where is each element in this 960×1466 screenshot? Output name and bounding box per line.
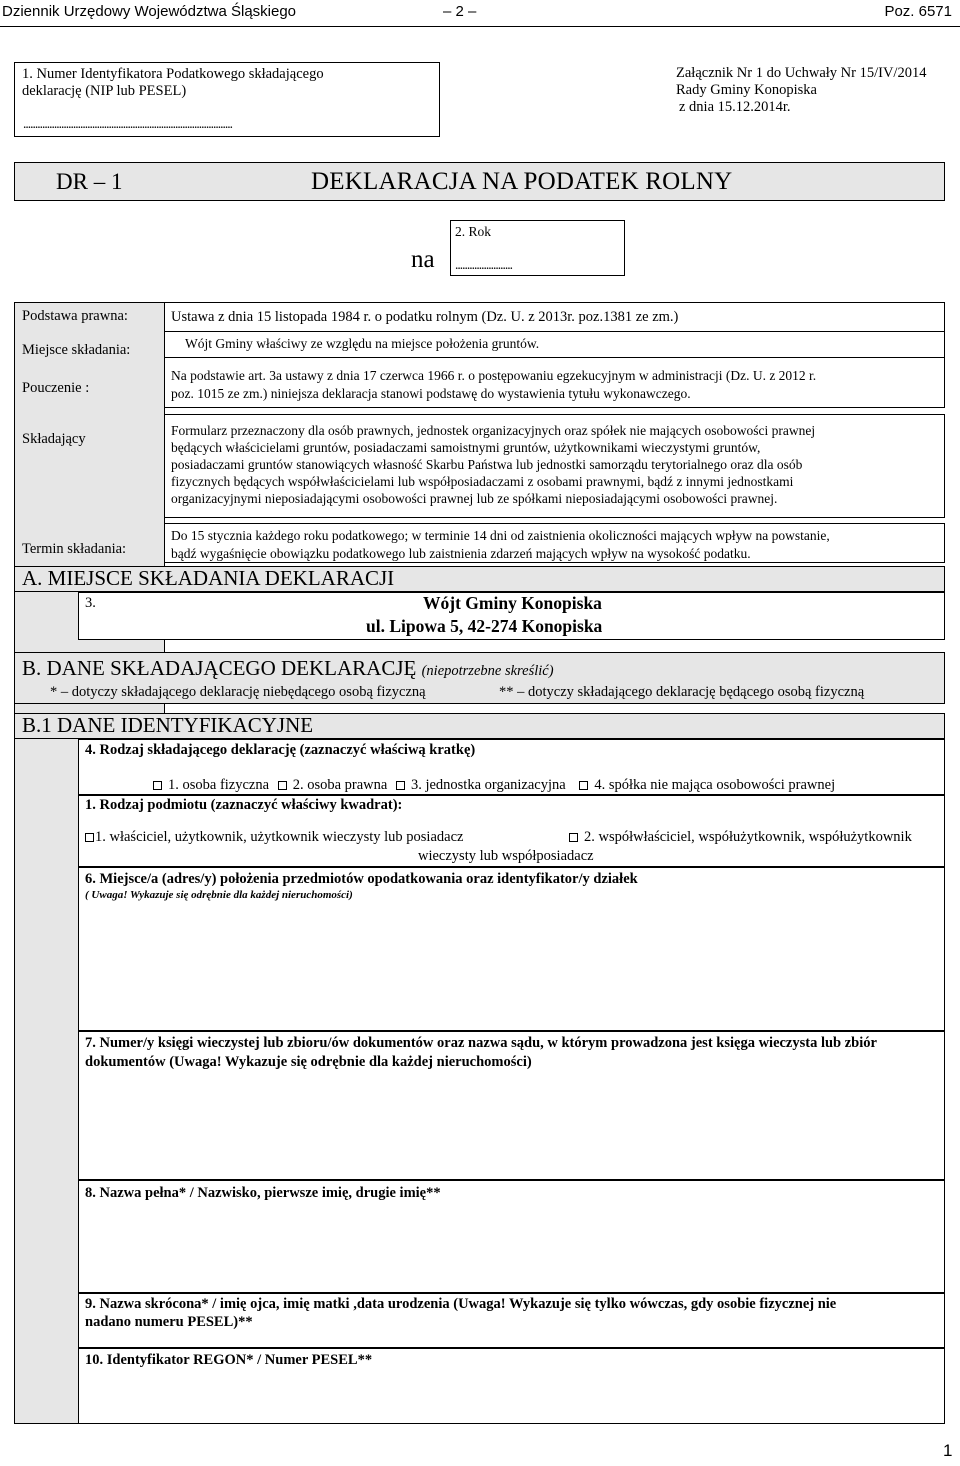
- checkbox-icon[interactable]: [569, 833, 578, 842]
- pouczenie-line1: Na podstawie art. 3a ustawy z dnia 17 czerwca 1966 r. o postępowaniu egzekucyjnym w administracji (Dz. U. z 2012 r.: [171, 368, 817, 383]
- field-7-box[interactable]: [78, 1031, 945, 1180]
- journal-name: Dziennik Urzędowy Województwa Śląskiego: [2, 3, 297, 20]
- submission-place-line1: Wójt Gminy Konopiska: [423, 593, 602, 613]
- year-dots: ........................: [455, 257, 512, 272]
- skladajacy-text: [171, 422, 941, 507]
- year-box[interactable]: [450, 220, 625, 276]
- podstawa-text: Ustawa z dnia 15 listopada 1984 r. o podatku rolnym (Dz. U. z 2013r. poz.1381 ze zm.): [171, 309, 679, 325]
- miejsce-text: Wójt Gminy właściwy ze względu na miejsce położenia gruntów.: [185, 336, 540, 351]
- field-5-box: [78, 795, 945, 867]
- section-b-note: (niepotrzebne skreślić): [421, 663, 554, 679]
- field-9-line2: nadano numeru PESEL)**: [85, 1314, 253, 1330]
- skladajacy-line: organizacyjnymi nieposiadającymi osobowości prawnej lub ze spółkami nieposiadającymi osobowości prawnej.: [171, 491, 778, 506]
- termin-line1: Do 15 stycznia każdego roku podatkowego; w terminie 14 dni od zaistnienia okoliczności mających wpływ na powstanie,: [171, 528, 830, 543]
- submission-place-num: 3.: [85, 595, 96, 611]
- field-7-line1: 7. Numer/y księgi wieczystej lub zbioru/ów dokumentów oraz nazwa sądu, w którym prowadzona jest księga wieczysta lub zbiór: [85, 1035, 877, 1051]
- annex-line2: Rady Gminy Konopiska: [676, 82, 817, 98]
- podstawa-label: Podstawa prawna:: [22, 308, 128, 324]
- option-natural-person[interactable]: [153, 777, 269, 793]
- year-label: 2. Rok: [455, 224, 492, 239]
- position-number: Poz. 6571: [884, 3, 952, 20]
- field-6-note: ( Uwaga! Wykazuje się odrębnie dla każdej nieruchomości): [85, 889, 353, 901]
- option-label: 3. jednostka organizacyjna: [410, 777, 566, 793]
- section-b-heading: [22, 656, 554, 681]
- checkbox-icon[interactable]: [85, 833, 94, 842]
- skladajacy-line: będących właścicielami gruntów, posiadaczami samoistnymi gruntów, użytkownikami wieczystymi gruntów,: [171, 440, 761, 455]
- field-4-options: [153, 777, 835, 794]
- section-b-title: B. DANE SKŁADAJĄCEGO DEKLARACJĘ: [22, 656, 417, 680]
- checkbox-icon[interactable]: [153, 781, 162, 790]
- pouczenie-line2: poz. 1015 ze zm.) niniejsza deklaracja stanowi podstawę do wystawienia tytułu wykonawczego.: [171, 386, 691, 401]
- legend-non-person: * – dotyczy składającego deklarację niebędącego osobą fizyczną: [50, 684, 426, 700]
- nip-dots: ........................................................................................: [23, 116, 232, 131]
- skladajacy-line: fizycznych będących współwłaścicielami lub współposiadaczami z osobami prawnymi, bądź z innymi jednostkami: [171, 474, 794, 489]
- header-rule: [0, 26, 960, 27]
- submission-place-box: [78, 592, 945, 640]
- checkbox-icon[interactable]: [278, 781, 287, 790]
- title-bar: [14, 162, 945, 201]
- annex-line1: Załącznik Nr 1 do Uchwały Nr 15/IV/2014: [676, 65, 927, 81]
- nip-label-line2: deklarację (NIP lub PESEL): [22, 83, 187, 99]
- skladajacy-line: posiadaczami gruntów stanowiących własność Skarbu Państwa lub jednostki samorządu terytorialnego oraz dla osób: [171, 457, 803, 472]
- skladajacy-line: Formularz przeznaczony dla osób prawnych, jednostek organizacyjnych oraz spółek nie mających osobowości prawnej: [171, 423, 816, 438]
- field-4-box: [78, 739, 945, 795]
- field-10-label: 10. Identyfikator REGON* / Numer PESEL**: [85, 1352, 373, 1368]
- info-divider-2: [164, 357, 945, 358]
- section-a-heading: A. MIEJSCE SKŁADANIA DEKLARACJI: [22, 566, 395, 590]
- field-6-box[interactable]: [78, 867, 945, 1031]
- field-8-label: 8. Nazwa pełna* / Nazwisko, pierwsze imię, drugie imię**: [85, 1185, 441, 1201]
- field-9-box[interactable]: [78, 1293, 945, 1348]
- option-org-unit[interactable]: [396, 777, 566, 793]
- page-number: 1: [943, 1441, 953, 1460]
- option-label: 4. spółka nie mająca osobowości prawnej: [594, 777, 836, 793]
- checkbox-icon[interactable]: [396, 781, 405, 790]
- field-6-label: 6. Miejsce/a (adres/y) położenia przedmiotów opodatkowania oraz identyfikator/y działek: [85, 871, 638, 887]
- entity-option-1[interactable]: [85, 829, 463, 846]
- checkbox-icon[interactable]: [579, 781, 588, 790]
- form-title: DEKLARACJA NA PODATEK ROLNY: [311, 168, 733, 195]
- field-5-label: 1. Rodzaj podmiotu (zaznaczyć właściwy kwadrat):: [85, 797, 403, 813]
- year-na: na: [411, 246, 435, 273]
- page-marker: – 2 –: [443, 3, 477, 20]
- nip-label-line1: 1. Numer Identyfikatora Podatkowego składającego: [22, 66, 324, 82]
- section-b1-heading: B.1 DANE IDENTYFIKACYJNE: [22, 713, 314, 737]
- termin-label: Termin składania:: [22, 541, 127, 557]
- miejsce-label: Miejsce składania:: [22, 342, 131, 358]
- option-legal-person[interactable]: [278, 777, 388, 793]
- option-label: 1. osoba fizyczna: [168, 777, 270, 793]
- skladajacy-label: Składający: [22, 431, 86, 447]
- pouczenie-label: Pouczenie :: [22, 380, 90, 396]
- entity-option-2-cont: wieczysty lub współposiadacz: [418, 848, 594, 864]
- annex-line3: z dnia 15.12.2014r.: [679, 99, 791, 115]
- nip-box[interactable]: [14, 62, 440, 137]
- entity-option-2[interactable]: [569, 829, 912, 846]
- option-label: 2. osoba prawna: [292, 777, 388, 793]
- field-7-line2: dokumentów (Uwaga! Wykazuje się odrębnie dla każdej nieruchomości): [85, 1054, 532, 1070]
- legend-person: ** – dotyczy składającego deklarację będącego osobą fizyczną: [499, 684, 865, 700]
- field-8-box[interactable]: [78, 1180, 945, 1293]
- field-10-box[interactable]: [78, 1348, 945, 1424]
- field-9-line1: 9. Nazwa skrócona* / imię ojca, imię matki ,data urodzenia (Uwaga! Wykazuje się tylko wówczas, gdy osobie fizycznej nie: [85, 1296, 837, 1312]
- info-divider-1: [164, 331, 945, 332]
- option-company[interactable]: [579, 777, 835, 793]
- entity-option-2-label: 2. współwłaściciel, współużytkownik, współużytkownik: [584, 829, 912, 845]
- termin-line2: bądź wygaśnięcie obowiązku podatkowego lub zaistnienia zdarzeń mających wpływ na wysokość podatku.: [171, 546, 751, 561]
- form-code: DR – 1: [56, 169, 123, 194]
- field-4-label: 4. Rodzaj składającego deklarację (zaznaczyć właściwą kratkę): [85, 742, 476, 758]
- submission-place-line2: ul. Lipowa 5, 42-274 Konopiska: [366, 616, 603, 636]
- entity-option-1-label: 1. właściciel, użytkownik, użytkownik wieczysty lub posiadacz: [95, 829, 464, 845]
